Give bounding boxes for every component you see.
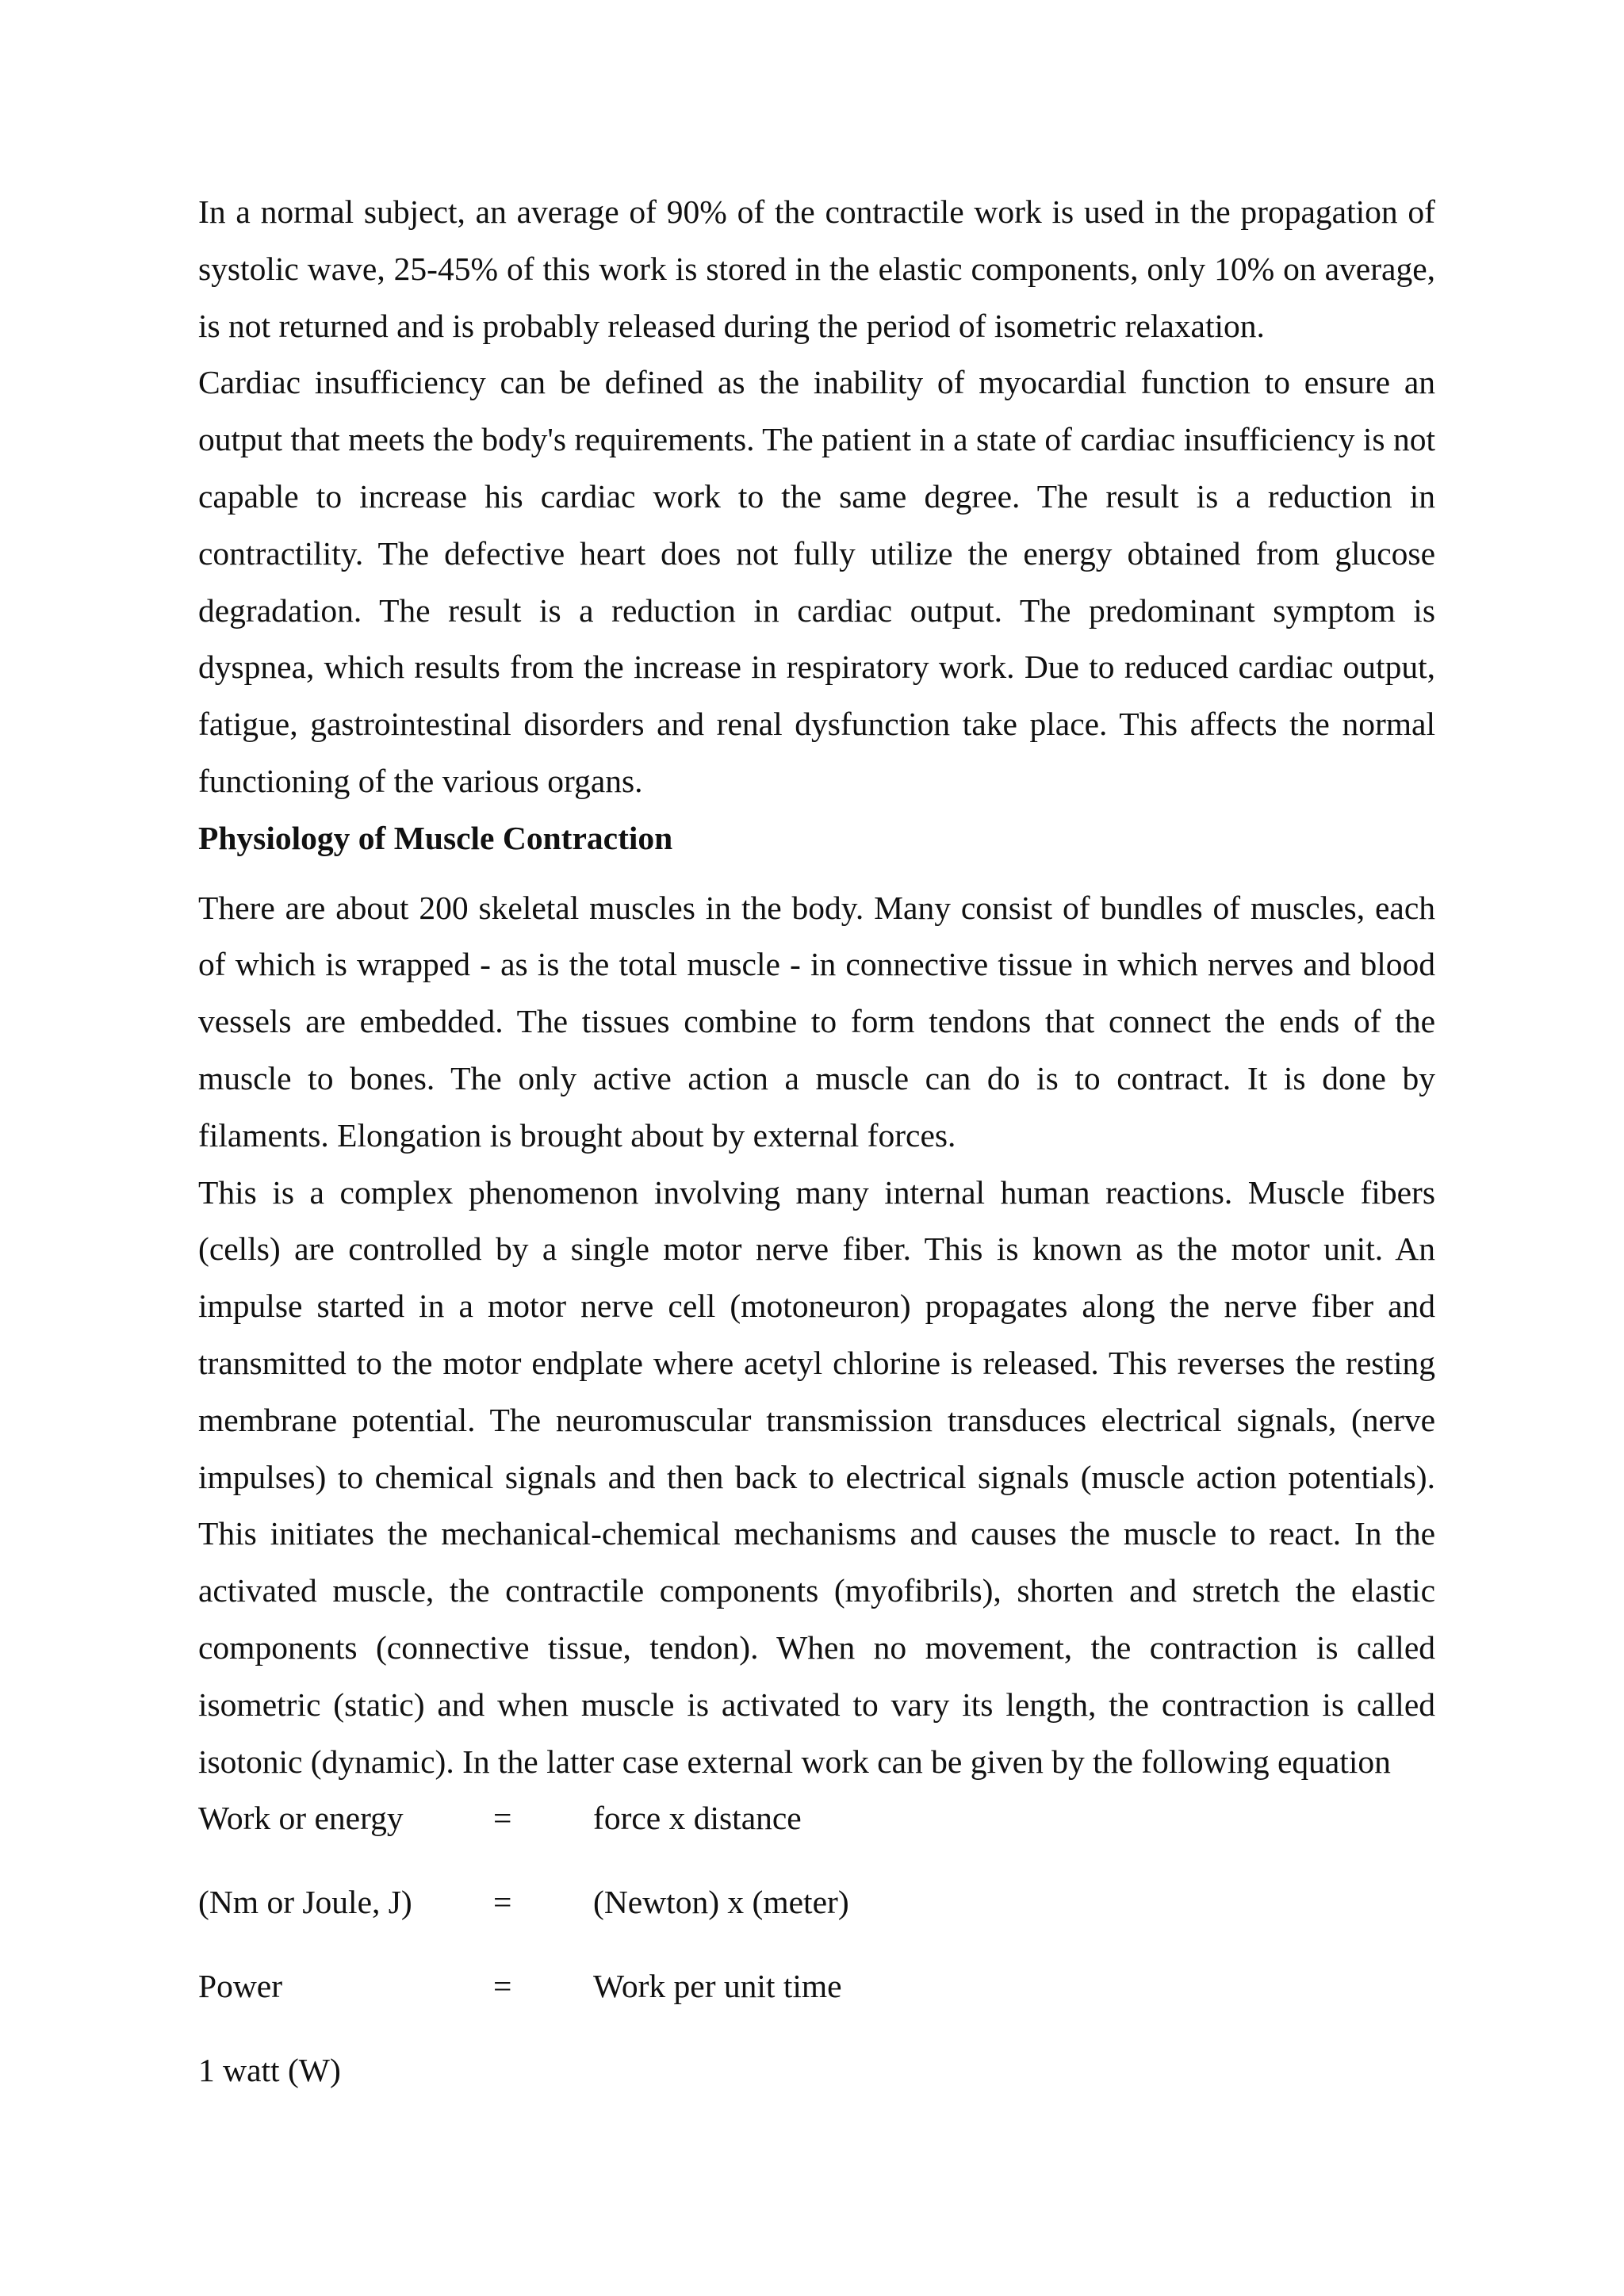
equation-row xyxy=(198,1874,1435,1958)
paragraph-contraction-mechanism: This is a complex phenomenon involving many internal human reactions. Muscle fibers (cells) are controlled by a single motor nerve fiber. This is known as the motor unit. An impulse started in a motor nerve cell (motoneuron) propagates along the nerve fiber and transmitted to the motor endplate where acetyl chlorine is released. This reverses the resting membrane potential. The neuromuscular transmission transduces electrical signals, (nerve impulses) to chemical signals and then back to electrical signals (muscle action potentials). This initiates the mechanical-chemical mechanisms and causes the muscle to react. In the activated muscle, the contractile components (myofibrils), shorten and stretch the elastic components (connective tissue, tendon). When no movement, the contraction is called isometric (static) and when muscle is activated to vary its length, the contraction is called isotonic (dynamic). In the latter case external work can be given by the following equation xyxy=(198,1173,1435,1780)
equation-equals: = xyxy=(493,1884,512,1921)
paragraph-skeletal-muscles: There are about 200 skeletal muscles in the body. Many consist of bundles of muscles, each of which is wrapped - as is the total muscle - in connective tissue in which nerves and blood vessels are embedded. The tissues combine to form tendons that connect the ends of the muscle to bones. The only active action a muscle can do is to contract. It is done by filaments. Elongation is brought about by external forces. xyxy=(198,889,1435,1154)
equation-equals: = xyxy=(493,1968,512,2005)
equation-table xyxy=(198,1790,1435,2126)
equation-lhs: Work or energy xyxy=(198,1800,404,1837)
equation-row xyxy=(198,2042,1435,2126)
paragraph-contractile-work: In a normal subject, an average of 90% of the contractile work is used in the propagation of systolic wave, 25-45% of this work is stored in the elastic components, only 10% on average, is not returned and is probably released during the period of isometric relaxation. xyxy=(198,193,1435,344)
equation-rhs: force x distance xyxy=(593,1800,802,1837)
heading-spacer xyxy=(198,867,1435,880)
equation-rhs: (Newton) x (meter) xyxy=(593,1884,849,1921)
equation-lhs: (Nm or Joule, J) xyxy=(198,1884,412,1921)
section-heading: Physiology of Muscle Contraction xyxy=(198,819,673,856)
equation-equals: = xyxy=(493,1800,512,1837)
document-page xyxy=(198,184,1435,2126)
equation-lhs: 1 watt (W) xyxy=(198,2052,341,2089)
equation-row xyxy=(198,1790,1435,1874)
equation-rhs: Work per unit time xyxy=(593,1968,842,2005)
equation-row xyxy=(198,1958,1435,2042)
paragraph-cardiac-insufficiency: Cardiac insufficiency can be defined as the inability of myocardial function to ensure an output that meets the body's requirements. The patient in a state of cardiac insufficiency is not capable to increase his cardiac work to the same degree. The result is a reduction in contractility. The defective heart does not fully utilize the energy obtained from glucose degradation. The result is a reduction in cardiac output. The predominant symptom is dyspnea, which results from the increase in respiratory work. Due to reduced cardiac output, fatigue, gastrointestinal disorders and renal dysfunction take place. This affects the normal functioning of the various organs. xyxy=(198,364,1435,799)
equation-lhs: Power xyxy=(198,1968,283,2005)
